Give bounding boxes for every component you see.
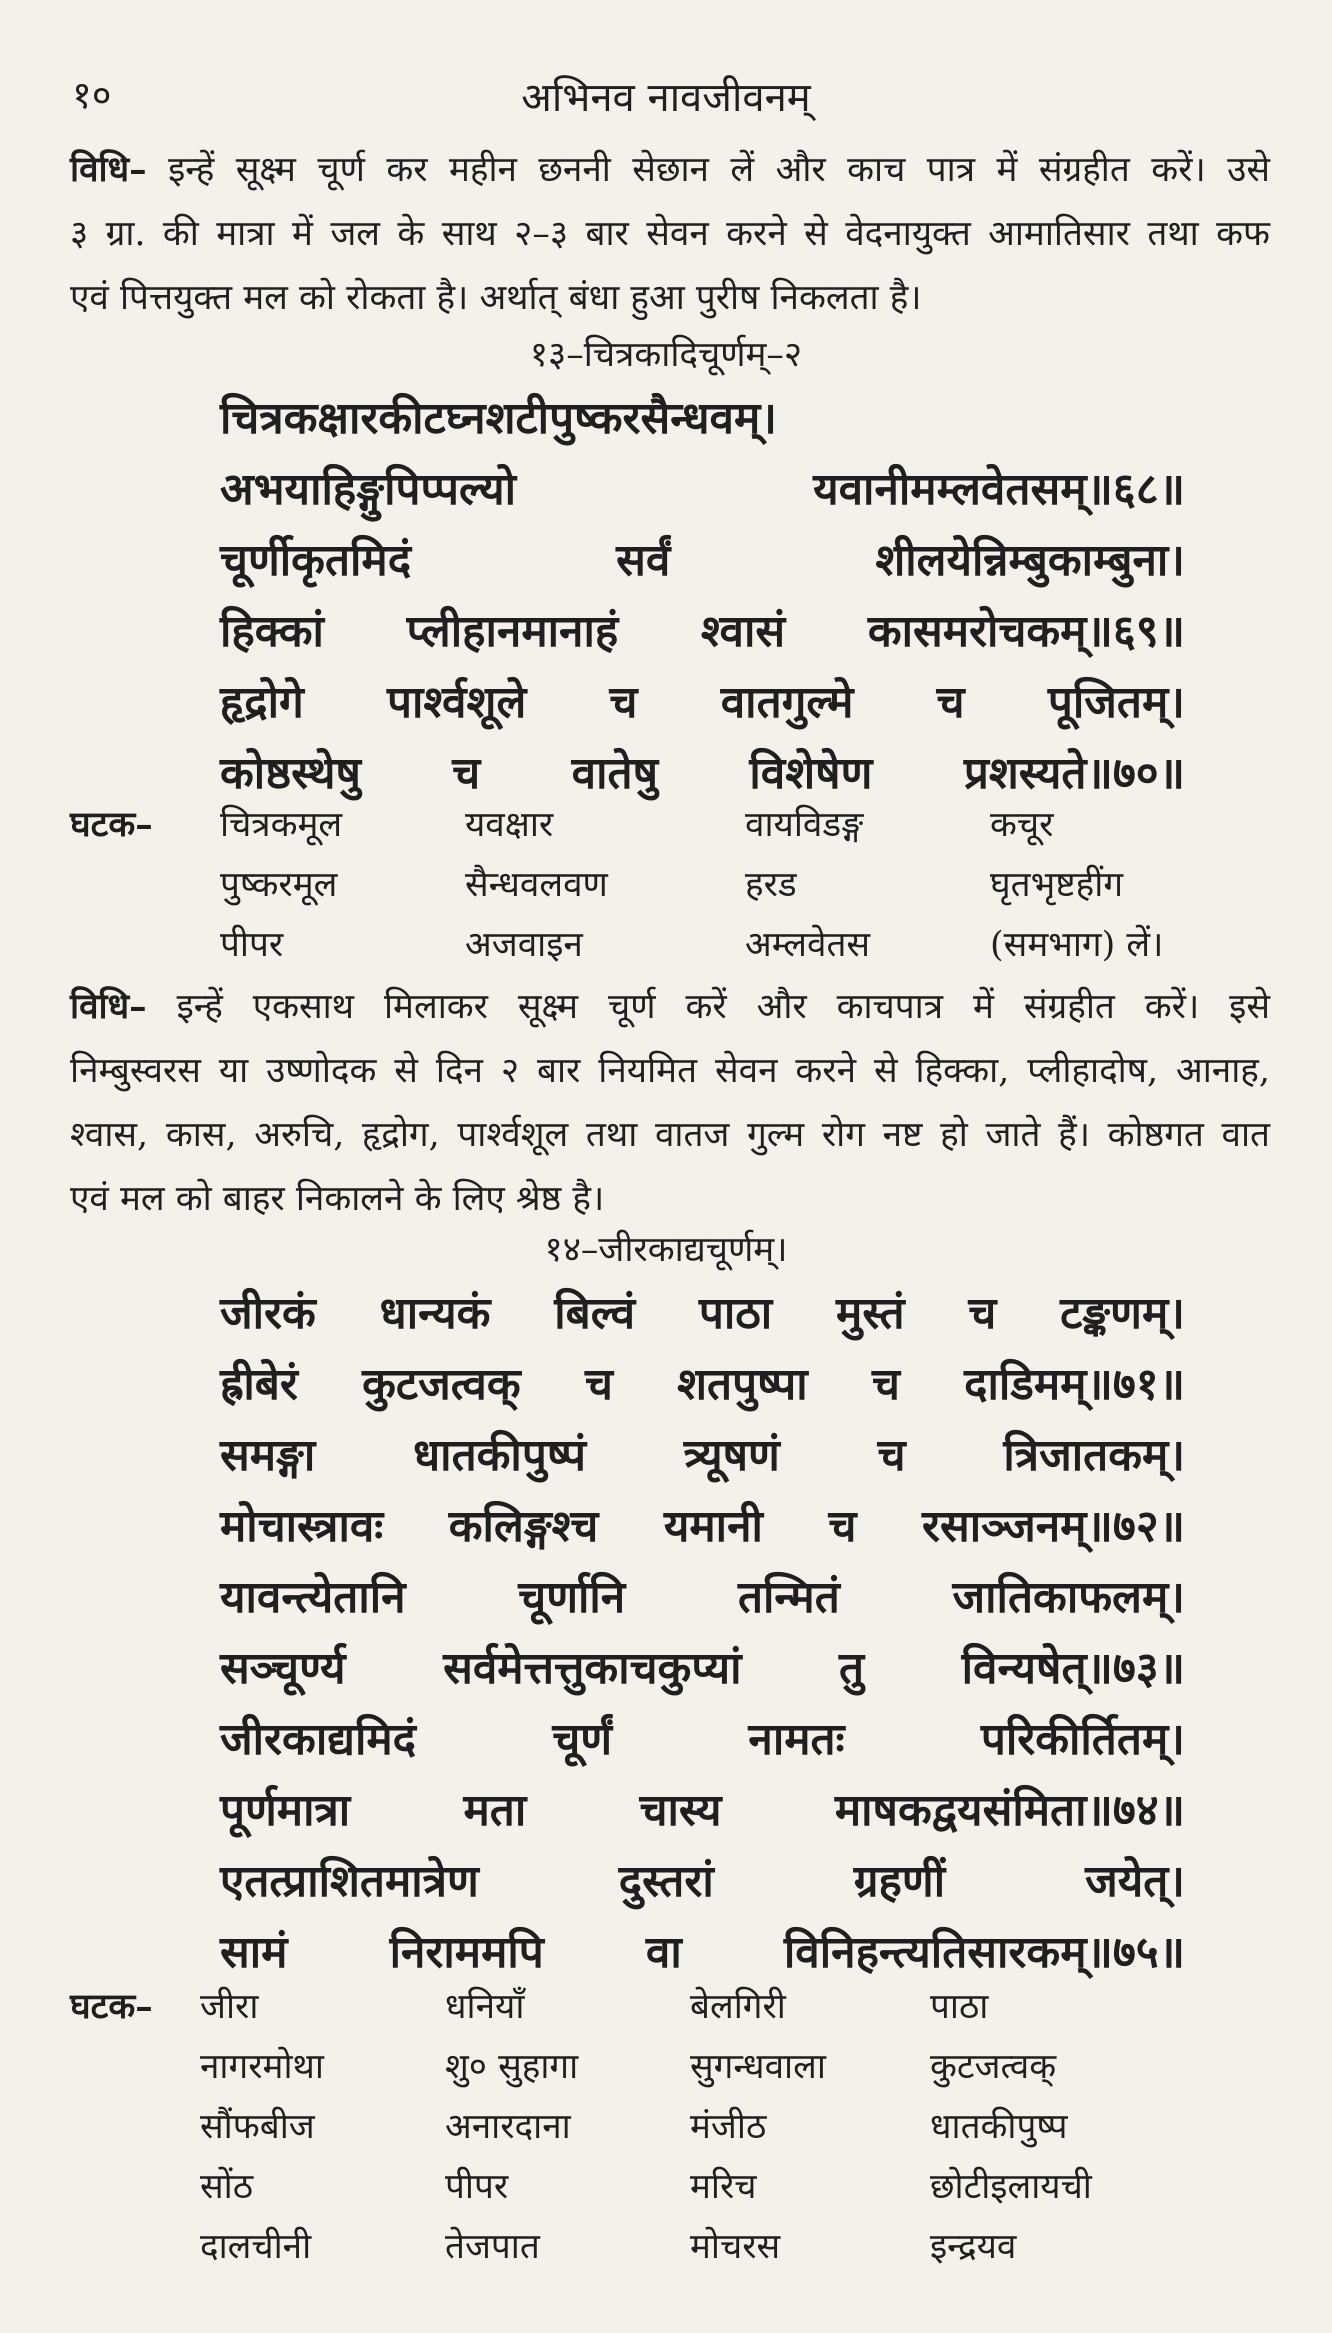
- verse-word: माषकद्वयसंमिता॥७४॥: [834, 1784, 1185, 1836]
- verse-line: [220, 380, 1185, 451]
- verse-word: रसाञ्जनम्॥७२॥: [921, 1500, 1185, 1552]
- ingredient-item: पुष्करमूल: [220, 865, 338, 905]
- verse-word: यावन्त्येतानि: [220, 1571, 406, 1623]
- ingredient-item: पीपर: [445, 2167, 509, 2207]
- ingredients-label-13: घटक–: [70, 804, 153, 845]
- verse-word: कलिङ्गश्च: [448, 1500, 599, 1552]
- paragraph-line: एवं पित्तयुक्त मल को रोकता है। अर्थात् बंधा हुआ पुरीष निकलता है।: [70, 278, 922, 318]
- verse-word: चास्य: [639, 1784, 722, 1836]
- verse-word: बिल्वं: [554, 1287, 636, 1339]
- verse-word: सर्वमेत्तत्तुकाचकुप्यां: [443, 1642, 742, 1694]
- section-14-heading: १४–जीरकाद्यचूर्णम्।: [544, 1230, 788, 1270]
- verse-word: ग्रहणीं: [853, 1855, 946, 1907]
- verse-word: एतत्प्राशितमात्रेण: [220, 1855, 479, 1907]
- ingredient-item: मंजीठ: [690, 2107, 767, 2147]
- verse-word: श्वासं: [700, 605, 786, 657]
- verse-word: वातगुल्मे: [720, 676, 854, 728]
- verse-word: शतपुष्पा: [677, 1358, 808, 1410]
- section-14-verses: [220, 1275, 1185, 1985]
- book-title: अभिनव नावजीवनम्: [521, 75, 811, 121]
- verse-line: [220, 522, 1185, 593]
- verse-word: धातकीपुष्पं: [413, 1429, 586, 1481]
- verse-word: विन्यषेत्॥७३॥: [961, 1642, 1185, 1694]
- ingredient-item: तेजपात: [445, 2227, 540, 2267]
- verse-word: चूर्णीकृतमिदं: [220, 534, 412, 586]
- verse-line: [220, 1772, 1185, 1843]
- verse-word: मुस्तं: [836, 1287, 905, 1339]
- verse-word: विनिहन्त्यतिसारकम्॥७५॥: [783, 1926, 1185, 1978]
- paragraph-line: श्वास, कास, अरुचि, हृद्रोग, पार्श्वशूल तथा वातज गुल्म रोग नष्ट हो जाते हैं। कोष्ठगत वात: [70, 1115, 1270, 1155]
- paragraph-line: निम्बुस्वरस या उष्णोदक से दिन २ बार नियमित सेवन करने से हिक्का, प्लीहादोष, आनाह,: [70, 1051, 1270, 1091]
- ingredient-item: सुगन्धवाला: [690, 2047, 826, 2087]
- page-number: १०: [72, 73, 112, 117]
- verse-line: [220, 451, 1185, 522]
- verse-word: मोचास्त्रावः: [220, 1500, 384, 1552]
- verse-word: टङ्कणम्।: [1060, 1287, 1185, 1339]
- verse-word: प्लीहानमानाहं: [406, 605, 619, 657]
- verse-word: मता: [463, 1784, 527, 1836]
- ingredient-item: हरड: [745, 865, 797, 905]
- ingredient-item: चित्रकमूल: [220, 805, 343, 845]
- verse-line: [220, 1488, 1185, 1559]
- verse-word: जीरकं: [220, 1287, 316, 1339]
- verse-word: शीलयेन्निम्बुकाम्बुना।: [875, 534, 1185, 586]
- ingredient-item: शु० सुहागा: [445, 2047, 579, 2087]
- verse-word: सञ्चूर्ण्य: [220, 1642, 346, 1694]
- verse-word: दाडिमम्॥७१॥: [964, 1358, 1185, 1410]
- verse-word: चित्रकक्षारकीटघ्नशटीपुष्करसैन्धवम्।: [220, 392, 777, 444]
- ingredient-item: छोटीइलायची: [930, 2167, 1092, 2207]
- paragraph-line: एवं मल को बाहर निकालने के लिए श्रेष्ठ है।: [70, 1179, 605, 1219]
- ingredient-item: सोंठ: [200, 2167, 254, 2207]
- paragraph-line: ३ ग्रा. की मात्रा में जल के साथ २–३ बार सेवन करने से वेदनायुक्त आमातिसार तथा कफ: [70, 214, 1270, 254]
- vidhi-label: विधि–: [70, 149, 147, 190]
- section-13-verses: [220, 380, 1185, 806]
- ingredient-item: नागरमोथा: [200, 2047, 324, 2087]
- verse-word: चूर्णं: [552, 1713, 613, 1765]
- verse-line: [220, 1701, 1185, 1772]
- verse-word: विशेषेण: [749, 747, 873, 799]
- verse-word: यमानी: [663, 1500, 763, 1552]
- verse-word: धान्यकं: [379, 1287, 491, 1339]
- verse-word: ह्रीबेरं: [220, 1358, 298, 1410]
- verse-word: त्र्यूषणं: [683, 1429, 780, 1481]
- ingredient-item: बेलगिरी: [690, 1987, 786, 2027]
- verse-word: पूजितम्।: [1047, 676, 1185, 728]
- ingredient-item: इन्द्रयव: [930, 2227, 1017, 2267]
- ingredient-item: मोचरस: [690, 2227, 781, 2267]
- ingredient-item: पाठा: [930, 1987, 989, 2027]
- verse-word: पार्श्वशूले: [386, 676, 527, 728]
- verse-word: तन्मितं: [737, 1571, 840, 1623]
- ingredient-item: अनारदाना: [445, 2107, 571, 2147]
- verse-word: वा: [645, 1926, 682, 1978]
- verse-line: [220, 1346, 1185, 1417]
- verse-word: च: [609, 676, 638, 728]
- ingredient-item: घृतभृष्टहींग: [990, 865, 1124, 905]
- verse-word: च: [968, 1287, 997, 1339]
- verse-line: [220, 1417, 1185, 1488]
- verse-word: च: [828, 1500, 857, 1552]
- paragraph-line: विधि– इन्हें एकसाथ मिलाकर सूक्ष्म चूर्ण करें और काचपात्र में संग्रहीत करें। इसे: [70, 986, 1270, 1027]
- verse-word: तु: [839, 1642, 865, 1694]
- paragraph-line: विधि– इन्हें सूक्ष्म चूर्ण कर महीन छननी सेछान लें और काच पात्र में संग्रहीत करें। उसे: [70, 149, 1270, 190]
- verse-word: नामतः: [748, 1713, 845, 1765]
- vidhi-paragraph-2: [70, 975, 1270, 1231]
- ingredient-item: कचूर: [990, 805, 1054, 845]
- verse-word: अभयाहिङ्गुपिप्पल्यो: [220, 463, 517, 515]
- verse-word: यवानीमम्लवेतसम्॥६८॥: [813, 463, 1185, 515]
- verse-word: जीरकाद्यमिदं: [220, 1713, 417, 1765]
- verse-word: निराममपि: [389, 1926, 544, 1978]
- ingredient-item: धातकीपुष्प: [930, 2107, 1068, 2147]
- ingredient-item: मरिच: [690, 2167, 757, 2207]
- verse-line: [220, 1843, 1185, 1914]
- verse-word: कासमरोचकम्॥६९॥: [867, 605, 1185, 657]
- verse-word: च: [936, 676, 965, 728]
- verse-word: च: [871, 1358, 900, 1410]
- verse-word: वातेषु: [571, 747, 658, 799]
- ingredient-item: धनियाँ: [445, 1987, 525, 2027]
- verse-word: पूर्णमात्रा: [220, 1784, 351, 1836]
- verse-line: [220, 593, 1185, 664]
- verse-word: चूर्णानि: [518, 1571, 626, 1623]
- verse-word: कोष्ठस्थेषु: [220, 747, 361, 799]
- ingredient-item: अम्लवेतस: [745, 925, 871, 965]
- verse-word: पाठा: [698, 1287, 773, 1339]
- ingredients-label-14: घटक–: [70, 1986, 153, 2027]
- ingredient-item: यवक्षार: [465, 805, 554, 845]
- verse-line: [220, 1275, 1185, 1346]
- verse-line: [220, 664, 1185, 735]
- verse-word: च: [584, 1358, 613, 1410]
- verse-word: सर्वं: [616, 534, 671, 586]
- verse-word: दुस्तरां: [618, 1855, 714, 1907]
- verse-word: जयेत्।: [1085, 1855, 1185, 1907]
- ingredient-item: कुटजत्वक्: [930, 2047, 1057, 2087]
- verse-word: हिक्कां: [220, 605, 324, 657]
- ingredient-item: वायविडङ्ग: [745, 805, 864, 845]
- ingredient-item: दालचीनी: [200, 2227, 312, 2267]
- section-13-heading: १३–चित्रकादिचूर्णम्–२: [529, 335, 803, 375]
- verse-word: परिकीर्तितम्।: [980, 1713, 1185, 1765]
- verse-word: प्रशस्यते॥७०॥: [963, 747, 1185, 799]
- verse-line: [220, 1630, 1185, 1701]
- verse-line: [220, 1914, 1185, 1985]
- ingredient-item: (समभाग) लें।: [990, 925, 1164, 965]
- vidhi-paragraph-1: [70, 138, 1270, 330]
- verse-word: च: [452, 747, 481, 799]
- verse-word: त्रिजातकम्।: [1003, 1429, 1185, 1481]
- verse-word: सामं: [220, 1926, 288, 1978]
- verse-line: [220, 735, 1185, 806]
- verse-line: [220, 1559, 1185, 1630]
- ingredient-item: सौंफबीज: [200, 2107, 315, 2147]
- ingredient-item: अजवाइन: [465, 925, 583, 965]
- verse-word: कुटजत्वक्: [362, 1358, 521, 1410]
- ingredient-item: पीपर: [220, 925, 284, 965]
- verse-word: जातिकाफलम्।: [952, 1571, 1185, 1623]
- verse-word: च: [877, 1429, 906, 1481]
- verse-word: हृद्रोगे: [220, 676, 304, 728]
- ingredient-item: जीरा: [200, 1987, 259, 2027]
- vidhi-label: विधि–: [70, 986, 147, 1027]
- ingredient-item: सैन्धवलवण: [465, 865, 608, 905]
- verse-word: समङ्गा: [220, 1429, 316, 1481]
